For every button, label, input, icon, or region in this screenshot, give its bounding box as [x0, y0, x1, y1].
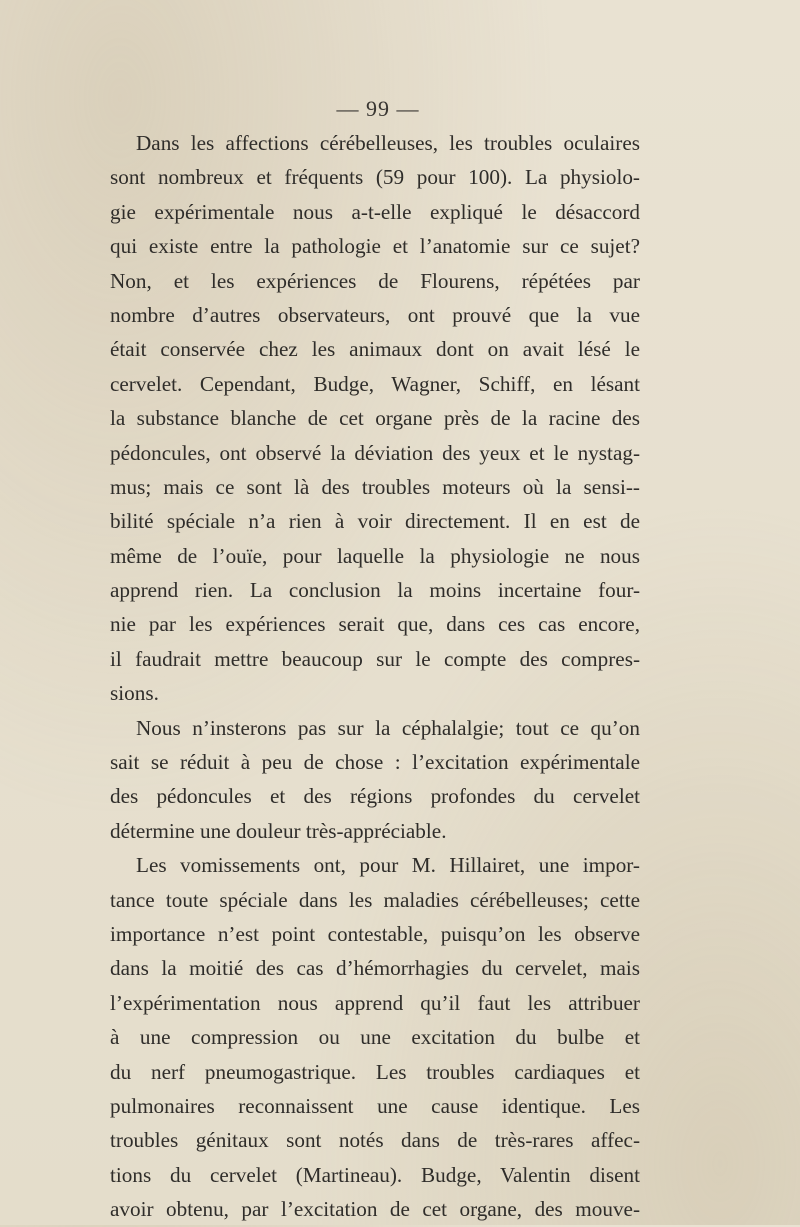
text-line: troubles génitaux sont notés dans de très-rares affec-	[110, 1128, 640, 1153]
text-line: apprend rien. La conclusion la moins incertaine four-	[110, 578, 640, 603]
text-line: Dans les affections cérébelleuses, les troubles oculaires	[136, 131, 640, 155]
text-line: des pédoncules et des régions profondes du cervelet	[110, 784, 640, 809]
text-line: gie expérimentale nous a-t-elle expliqué le désaccord	[110, 199, 640, 224]
text-line: importance n’est point contestable, puisqu’on les observe	[110, 921, 640, 946]
text-line: Les vomissements ont, pour M. Hillairet, une impor-	[136, 853, 640, 878]
page-number: — 99 —	[336, 96, 420, 121]
text-line: pédoncules, ont observé la déviation des yeux et le nystag-	[110, 440, 640, 465]
text-line: bilité spéciale n’a rien à voir directement. Il en est de	[110, 509, 640, 534]
text-line: du nerf pneumogastrique. Les troubles cardiaques et	[110, 1059, 640, 1084]
text-line: sont nombreux et fréquents (59 pour 100). La physiolo-	[110, 165, 640, 190]
text-line: même de l’ouïe, pour laquelle la physiologie ne nous	[110, 543, 640, 568]
text-line: la substance blanche de cet organe près de la racine des	[110, 406, 640, 431]
text-line: sions.	[110, 681, 159, 706]
text-line: avoir obtenu, par l’excitation de cet organe, des mouve-	[110, 1197, 640, 1222]
body-text	[110, 126, 640, 1227]
text-line: sait se réduit à peu de chose : l’excitation expérimentale	[110, 750, 640, 775]
text-line: qui existe entre la pathologie et l’anatomie sur ce sujet?	[110, 234, 640, 259]
text-line: nie par les expériences serait que, dans ces cas encore,	[110, 612, 640, 637]
text-line: dans la moitié des cas d’hémorrhagies du cervelet, mais	[110, 956, 640, 981]
text-line: à une compression ou une excitation du bulbe et	[110, 1025, 640, 1050]
text-line: Non, et les expériences de Flourens, répétées par	[110, 268, 640, 293]
text-line: nombre d’autres observateurs, ont prouvé que la vue	[110, 302, 640, 327]
text-line: était conservée chez les animaux dont on avait lésé le	[110, 337, 640, 362]
text-line: pulmonaires reconnaissent une cause identique. Les	[110, 1093, 640, 1118]
text-line: l’expérimentation nous apprend qu’il faut les attribuer	[110, 990, 640, 1015]
text-line: tance toute spéciale dans les maladies cérébelleuses; cette	[110, 887, 640, 912]
text-line: il faudrait mettre beaucoup sur le compte des compres-	[110, 646, 640, 671]
text-line: cervelet. Cependant, Budge, Wagner, Schiff, en lésant	[110, 371, 640, 396]
text-line: détermine une douleur très-appréciable.	[110, 818, 447, 843]
text-line: Nous n’insterons pas sur la céphalalgie; tout ce qu’on	[136, 715, 640, 740]
text-line: mus; mais ce sont là des troubles moteurs où la sensi--	[110, 474, 640, 499]
text-line: tions du cervelet (Martineau). Budge, Valentin disent	[110, 1162, 640, 1187]
